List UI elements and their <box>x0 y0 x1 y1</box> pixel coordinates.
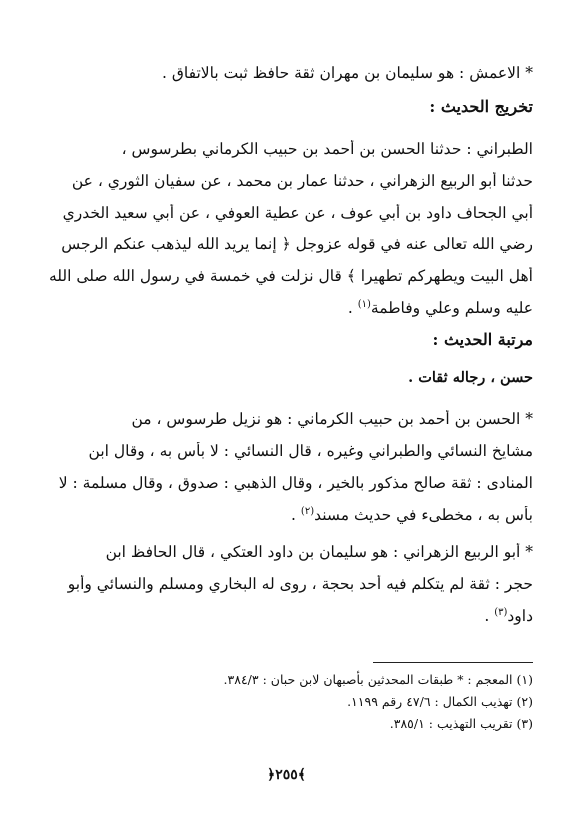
text-line: أهل البيت ويطهركم تطهيرا ﴾ قال نزلت في خمسة في رسول الله صلى الله <box>48 267 533 285</box>
text-line: المنادى : ثقة صالح مذكور بالخير ، وقال الذهبي : صدوق ، وقال مسلمة : لا <box>58 474 533 492</box>
footnote-3: (٣) تقريب التهذيب : ٣٨٥/١. <box>389 716 533 731</box>
footnote-divider <box>373 662 533 663</box>
text-segment: . <box>291 506 301 525</box>
text-line: حجر : ثقة لم يتكلم فيه أحد بحجة ، روى له البخاري ومسلم والنسائي وأبو <box>67 575 533 593</box>
text-segment: داود <box>507 607 533 626</box>
text-line <box>42 299 533 317</box>
text-line: * أبو الربيع الزهراني : هو سليمان بن داود العتكي ، قال الحافظ ابن <box>105 543 533 561</box>
footnote-ref: (٢) <box>300 506 315 517</box>
text-segment: بأس به ، مخطىء في حديث مسند <box>314 506 533 525</box>
text-segment: . <box>347 299 358 318</box>
text-segment: عليه وسلم وعلي وفاطمة <box>370 299 533 318</box>
section-heading-takhrij: تخريج الحديث : <box>429 97 533 116</box>
text-line: أبي الجحاف داود بن أبي عوف ، عن عطية العوفي ، عن أبي سعيد الخدري <box>62 204 533 222</box>
narrator-note-aamash: * الاعمش : هو سليمان بن مهران ثقة حافظ ثبت بالاتفاق . <box>162 64 533 82</box>
text-segment: . <box>484 607 495 626</box>
hadith-grade: حسن ، رجاله ثقات . <box>408 369 533 386</box>
section-heading-rank: مرتبة الحديث : <box>432 330 533 349</box>
text-line: رضي الله تعالى عنه في قوله عزوجل ﴿ إنما يريد الله ليذهب عنكم الرجس <box>61 235 533 253</box>
page-number: ﴿٢٥٥﴾ <box>267 767 306 783</box>
footnote-1: (١) المعجم : * طبقات المحدثين بأصبهان لابن حبان : ٣٨٤/٣. <box>223 672 533 687</box>
text-line: مشايخ النسائي والطبراني وغيره ، قال النسائي : لا بأس به ، وقال ابن <box>88 442 533 460</box>
text-line: * الحسن بن أحمد بن حبيب الكرماني : هو نزيل طرسوس ، من <box>131 410 533 428</box>
footnote-2: (٢) تهذيب الكمال : ٤٧/٦ رقم ١١٩٩. <box>347 694 533 709</box>
text-line: حدثنا أبو الربيع الزهراني ، حدثنا عمار بن محمد ، عن سفيان الثوري ، عن <box>71 172 533 190</box>
text-line <box>42 506 533 524</box>
footnote-ref: (١) <box>357 299 371 310</box>
footnote-ref: (٣) <box>494 607 508 618</box>
text-line: الطبراني : حدثنا الحسن بن أحمد بن حبيب الكرماني بطرسوس ، <box>121 140 533 158</box>
text-line <box>42 607 533 625</box>
